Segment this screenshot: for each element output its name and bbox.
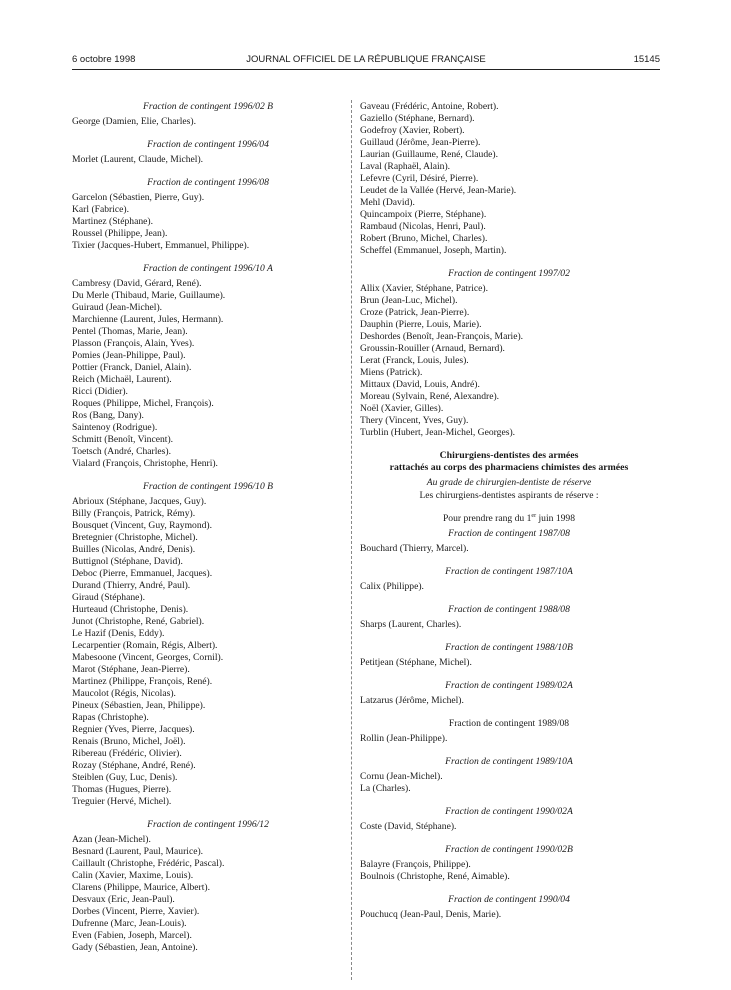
list-item: Cornu (Jean-Michel). [360, 771, 443, 783]
name-list [72, 278, 344, 470]
list-item: Ros (Bang, Dany). [72, 410, 144, 421]
list-item: Laval (Raphaël, Alain). [360, 161, 451, 172]
list-item: Rapas (Christophe). [72, 712, 149, 723]
list-item: Desvaux (Eric, Jean-Paul). [72, 894, 175, 905]
list-item: Petitjean (Stéphane, Michel). [360, 657, 472, 669]
list-item: Bousquet (Vincent, Guy, Raymond). [72, 520, 213, 531]
list-item: Lecarpentier (Romain, Régis, Albert). [72, 640, 218, 651]
header-rule [72, 69, 660, 70]
name-list [360, 283, 658, 439]
list-item: Roussel (Philippe, Jean). [72, 228, 168, 239]
list-item: Junot (Christophe, René, Gabriel). [72, 616, 205, 627]
list-item: Schmitt (Benoît, Vincent). [72, 434, 174, 445]
contingent-section [72, 139, 344, 166]
list-item: Bretegnier (Christophe, Michel). [72, 532, 198, 543]
list-item: Mittaux (David, Louis, André). [360, 379, 480, 390]
list-item: Plasson (François, Alain, Yves). [72, 338, 195, 349]
list-item: Besnard (Laurent, Paul, Maurice). [72, 846, 204, 857]
list-item: Steiblen (Guy, Luc, Denis). [72, 772, 178, 783]
list-item: Pottier (Franck, Daniel, Alain). [72, 362, 192, 373]
section-heading: Fraction de contingent 1996/10 A [143, 263, 273, 274]
list-item: Latzarus (Jérôme, Michel). [360, 695, 464, 707]
list-item: Saintenoy (Rodrigue). [72, 422, 158, 433]
list-item: Ribereau (Frédéric, Olivier). [72, 748, 182, 759]
list-item: Vialard (François, Christophe, Henri). [72, 458, 218, 469]
list-item: Brun (Jean-Luc, Michel). [360, 295, 458, 306]
intro-text: Les chirurgiens-dentistes aspirants de réserve : [419, 490, 599, 501]
list-item: Godefroy (Xavier, Robert). [360, 125, 465, 136]
list-item: Builles (Nicolas, André, Denis). [72, 544, 196, 555]
contingent-section [360, 268, 658, 439]
section-heading: Fraction de contingent 1989/08 [448, 718, 570, 730]
contingent-section [360, 806, 658, 833]
list-item: Pomies (Jean-Philippe, Paul). [72, 350, 186, 361]
list-item: Pentel (Thomas, Marie, Jean). [72, 326, 188, 337]
contingent-section [72, 263, 344, 470]
name-list [360, 821, 658, 833]
section-heading: Fraction de contingent 1990/02B [445, 844, 573, 856]
header-date: 6 octobre 1998 [72, 54, 136, 65]
list-item: Treguier (Hervé, Michel). [72, 796, 172, 807]
list-item: Deboc (Pierre, Emmanuel, Jacques). [72, 568, 213, 579]
list-item: Maucolot (Régis, Nicolas). [72, 688, 176, 699]
list-item: Toetsch (André, Charles). [72, 446, 171, 457]
list-item: Cambresy (David, Gérard, René). [72, 278, 202, 289]
list-item: Giraud (Stéphane). [72, 592, 145, 603]
list-item: Guiraud (Jean-Michel). [72, 302, 163, 313]
list-item: Reich (Michaël, Laurent). [72, 374, 172, 385]
list-item: Dauphin (Pierre, Louis, Marie). [360, 319, 482, 330]
list-item: Marchienne (Laurent, Jules, Hermann). [72, 314, 224, 325]
list-item: Leudet de la Vallée (Hervé, Jean-Marie). [360, 185, 517, 196]
section-heading: Fraction de contingent 1996/02 B [142, 101, 274, 112]
name-list [72, 192, 344, 252]
list-item: Thery (Vincent, Yves, Guy). [360, 415, 469, 426]
section-heading: Fraction de contingent 1996/12 [147, 819, 269, 830]
list-item: Moreau (Sylvain, René, Alexandre). [360, 391, 500, 402]
section-heading: Fraction de contingent 1989/02A [445, 680, 573, 692]
list-item: Regnier (Yves, Pierre, Jacques). [72, 724, 195, 735]
list-item: Groussin-Rouiller (Arnaud, Bernard). [360, 343, 505, 354]
column-separator [351, 100, 352, 980]
dentists-block [360, 450, 658, 525]
list-item: Du Merle (Thibaud, Marie, Guillaume). [72, 290, 226, 301]
contingent-section [360, 604, 658, 631]
list-item: Rollin (Jean-Philippe). [360, 733, 448, 745]
section-heading: Fraction de contingent 1990/02A [445, 806, 573, 818]
list-item: Garcelon (Sébastien, Pierre, Guy). [72, 192, 205, 203]
list-item: Croze (Patrick, Jean-Pierre). [360, 307, 470, 318]
contingent-section [360, 894, 658, 921]
list-item: Turblin (Hubert, Jean-Michel, Georges). [360, 427, 516, 438]
list-item: Marot (Stéphane, Jean-Pierre). [72, 664, 190, 675]
section-heading: Fraction de contingent 1996/04 [147, 139, 269, 150]
section-heading: Fraction de contingent 1989/10A [445, 756, 573, 768]
list-item: Allix (Xavier, Stéphane, Patrice). [360, 283, 489, 294]
list-item: Boulnois (Christophe, René, Aimable). [360, 871, 510, 883]
contingent-section [360, 528, 658, 555]
list-item: Dufrenne (Marc, Jean-Louis). [72, 918, 187, 929]
list-item: Pouchucq (Jean-Paul, Denis, Marie). [360, 909, 502, 921]
section-heading: Fraction de contingent 1996/08 [147, 177, 269, 188]
list-item: Rozay (Stéphane, André, René). [72, 760, 196, 771]
section-title: Chirurgiens-dentistes des armées [439, 450, 579, 461]
rank-date: Pour prendre rang du 1er juin 1998 [442, 513, 576, 525]
list-item: Martinez (Stéphane). [72, 216, 153, 227]
section-heading: Fraction de contingent 1990/04 [448, 894, 570, 906]
list-item: George (Damien, Elie, Charles). [72, 116, 196, 127]
section-heading: Fraction de contingent 1988/08 [448, 604, 570, 616]
list-item: Guillaud (Jérôme, Jean-Pierre). [360, 137, 481, 148]
list-item: Clarens (Philippe, Maurice, Albert). [72, 882, 211, 893]
list-item: Tixier (Jacques-Hubert, Emmanuel, Philippe). [72, 240, 250, 251]
name-list [72, 116, 344, 128]
section-heading: Fraction de contingent 1996/10 B [142, 481, 274, 492]
list-item: Ricci (Didier). [72, 386, 128, 397]
list-item: Deshordes (Benoît, Jean-François, Marie). [360, 331, 524, 342]
section-heading: Fraction de contingent 1988/10B [445, 642, 573, 654]
list-item: Bouchard (Thierry, Marcel). [360, 543, 469, 555]
list-item: Martinez (Philippe, François, René). [72, 676, 213, 687]
name-list [360, 101, 658, 257]
list-item: Mabesoone (Vincent, Georges, Cornil). [72, 652, 224, 663]
name-list [360, 619, 658, 631]
list-item: Buttignol (Stéphane, David). [72, 556, 183, 567]
list-item: Calin (Xavier, Maxime, Louis). [72, 870, 194, 881]
list-item: Renais (Bruno, Michel, Joël). [72, 736, 186, 747]
name-list [360, 581, 658, 593]
contingent-section [72, 481, 344, 808]
list-item: Quincampoix (Pierre, Stéphane). [360, 209, 487, 220]
list-item: Robert (Bruno, Michel, Charles). [360, 233, 488, 244]
contingent-section [360, 566, 658, 593]
name-list [360, 909, 658, 921]
list-item: Lerat (Franck, Louis, Jules). [360, 355, 469, 366]
list-item: Karl (Fabrice). [72, 204, 130, 215]
list-item: Lefevre (Cyril, Désiré, Pierre). [360, 173, 479, 184]
name-list [360, 695, 658, 707]
contingent-section [72, 177, 344, 252]
contingent-section [72, 101, 344, 128]
name-list [360, 657, 658, 669]
name-list [72, 496, 344, 808]
list-item: Gady (Sébastien, Jean, Antoine). [72, 942, 198, 953]
name-list [360, 543, 658, 555]
name-list [360, 733, 658, 745]
dentist-sections [360, 528, 658, 921]
name-list [72, 834, 344, 954]
list-item: Dorbes (Vincent, Pierre, Xavier). [72, 906, 200, 917]
list-item: Le Hazif (Denis, Eddy). [72, 628, 165, 639]
list-item: Calix (Philippe). [360, 581, 424, 593]
list-item: Morlet (Laurent, Claude, Michel). [72, 154, 204, 165]
list-item: Thomas (Hugues, Pierre). [72, 784, 172, 795]
list-item: Pineux (Sébastien, Jean, Philippe). [72, 700, 206, 711]
list-item: Balayre (François, Philippe). [360, 859, 471, 871]
list-item: Gaziello (Stéphane, Bernard). [360, 113, 475, 124]
name-list [360, 859, 658, 883]
left-column [72, 101, 344, 965]
list-item: Gaveau (Frédéric, Antoine, Robert). [360, 101, 499, 112]
list-item: Hurteaud (Christophe, Denis). [72, 604, 189, 615]
list-item: Azan (Jean-Michel). [72, 834, 151, 845]
name-list [360, 771, 658, 795]
list-item: Noël (Xavier, Gilles). [360, 403, 444, 414]
list-item: Rambaud (Nicolas, Henri, Paul). [360, 221, 486, 232]
list-item: Even (Fabien, Joseph, Marcel). [72, 930, 192, 941]
contingent-section [360, 680, 658, 707]
page-number: 15145 [633, 54, 660, 65]
list-item: Laurian (Guillaume, René, Claude). [360, 149, 498, 160]
page-header [72, 54, 660, 68]
contingent-section [72, 819, 344, 954]
list-item: Miens (Patrick). [360, 367, 423, 378]
section-heading: Fraction de contingent 1997/02 [448, 268, 570, 279]
section-title-line2: rattachés au corps des pharmaciens chimistes des armées [389, 462, 629, 473]
list-item: Durand (Thierry, André, Paul). [72, 580, 191, 591]
header-title: JOURNAL OFFICIEL DE LA RÉPUBLIQUE FRANÇAISE [246, 54, 486, 65]
list-item: Billy (François, Patrick, Rémy). [72, 508, 196, 519]
contingent-section [360, 756, 658, 795]
list-item: Abrioux (Stéphane, Jacques, Guy). [72, 496, 207, 507]
list-item: Coste (David, Stéphane). [360, 821, 457, 833]
list-item: Mehl (David). [360, 197, 415, 208]
section-heading: Fraction de contingent 1987/10A [445, 566, 573, 578]
list-item: Caillault (Christophe, Frédéric, Pascal). [72, 858, 225, 869]
list-item: Roques (Philippe, Michel, François). [72, 398, 214, 409]
right-column [360, 101, 658, 932]
section-heading: Fraction de contingent 1987/08 [448, 528, 570, 540]
list-item: Sharps (Laurent, Charles). [360, 619, 462, 631]
contingent-section [360, 844, 658, 883]
grade-subtitle: Au grade de chirurgien-dentiste de réserve [426, 477, 592, 488]
contingent-section [360, 718, 658, 745]
list-item: Scheffel (Emmanuel, Joseph, Martin). [360, 245, 507, 256]
list-item: La (Charles). [360, 783, 411, 795]
name-list [72, 154, 344, 166]
contingent-section [360, 642, 658, 669]
